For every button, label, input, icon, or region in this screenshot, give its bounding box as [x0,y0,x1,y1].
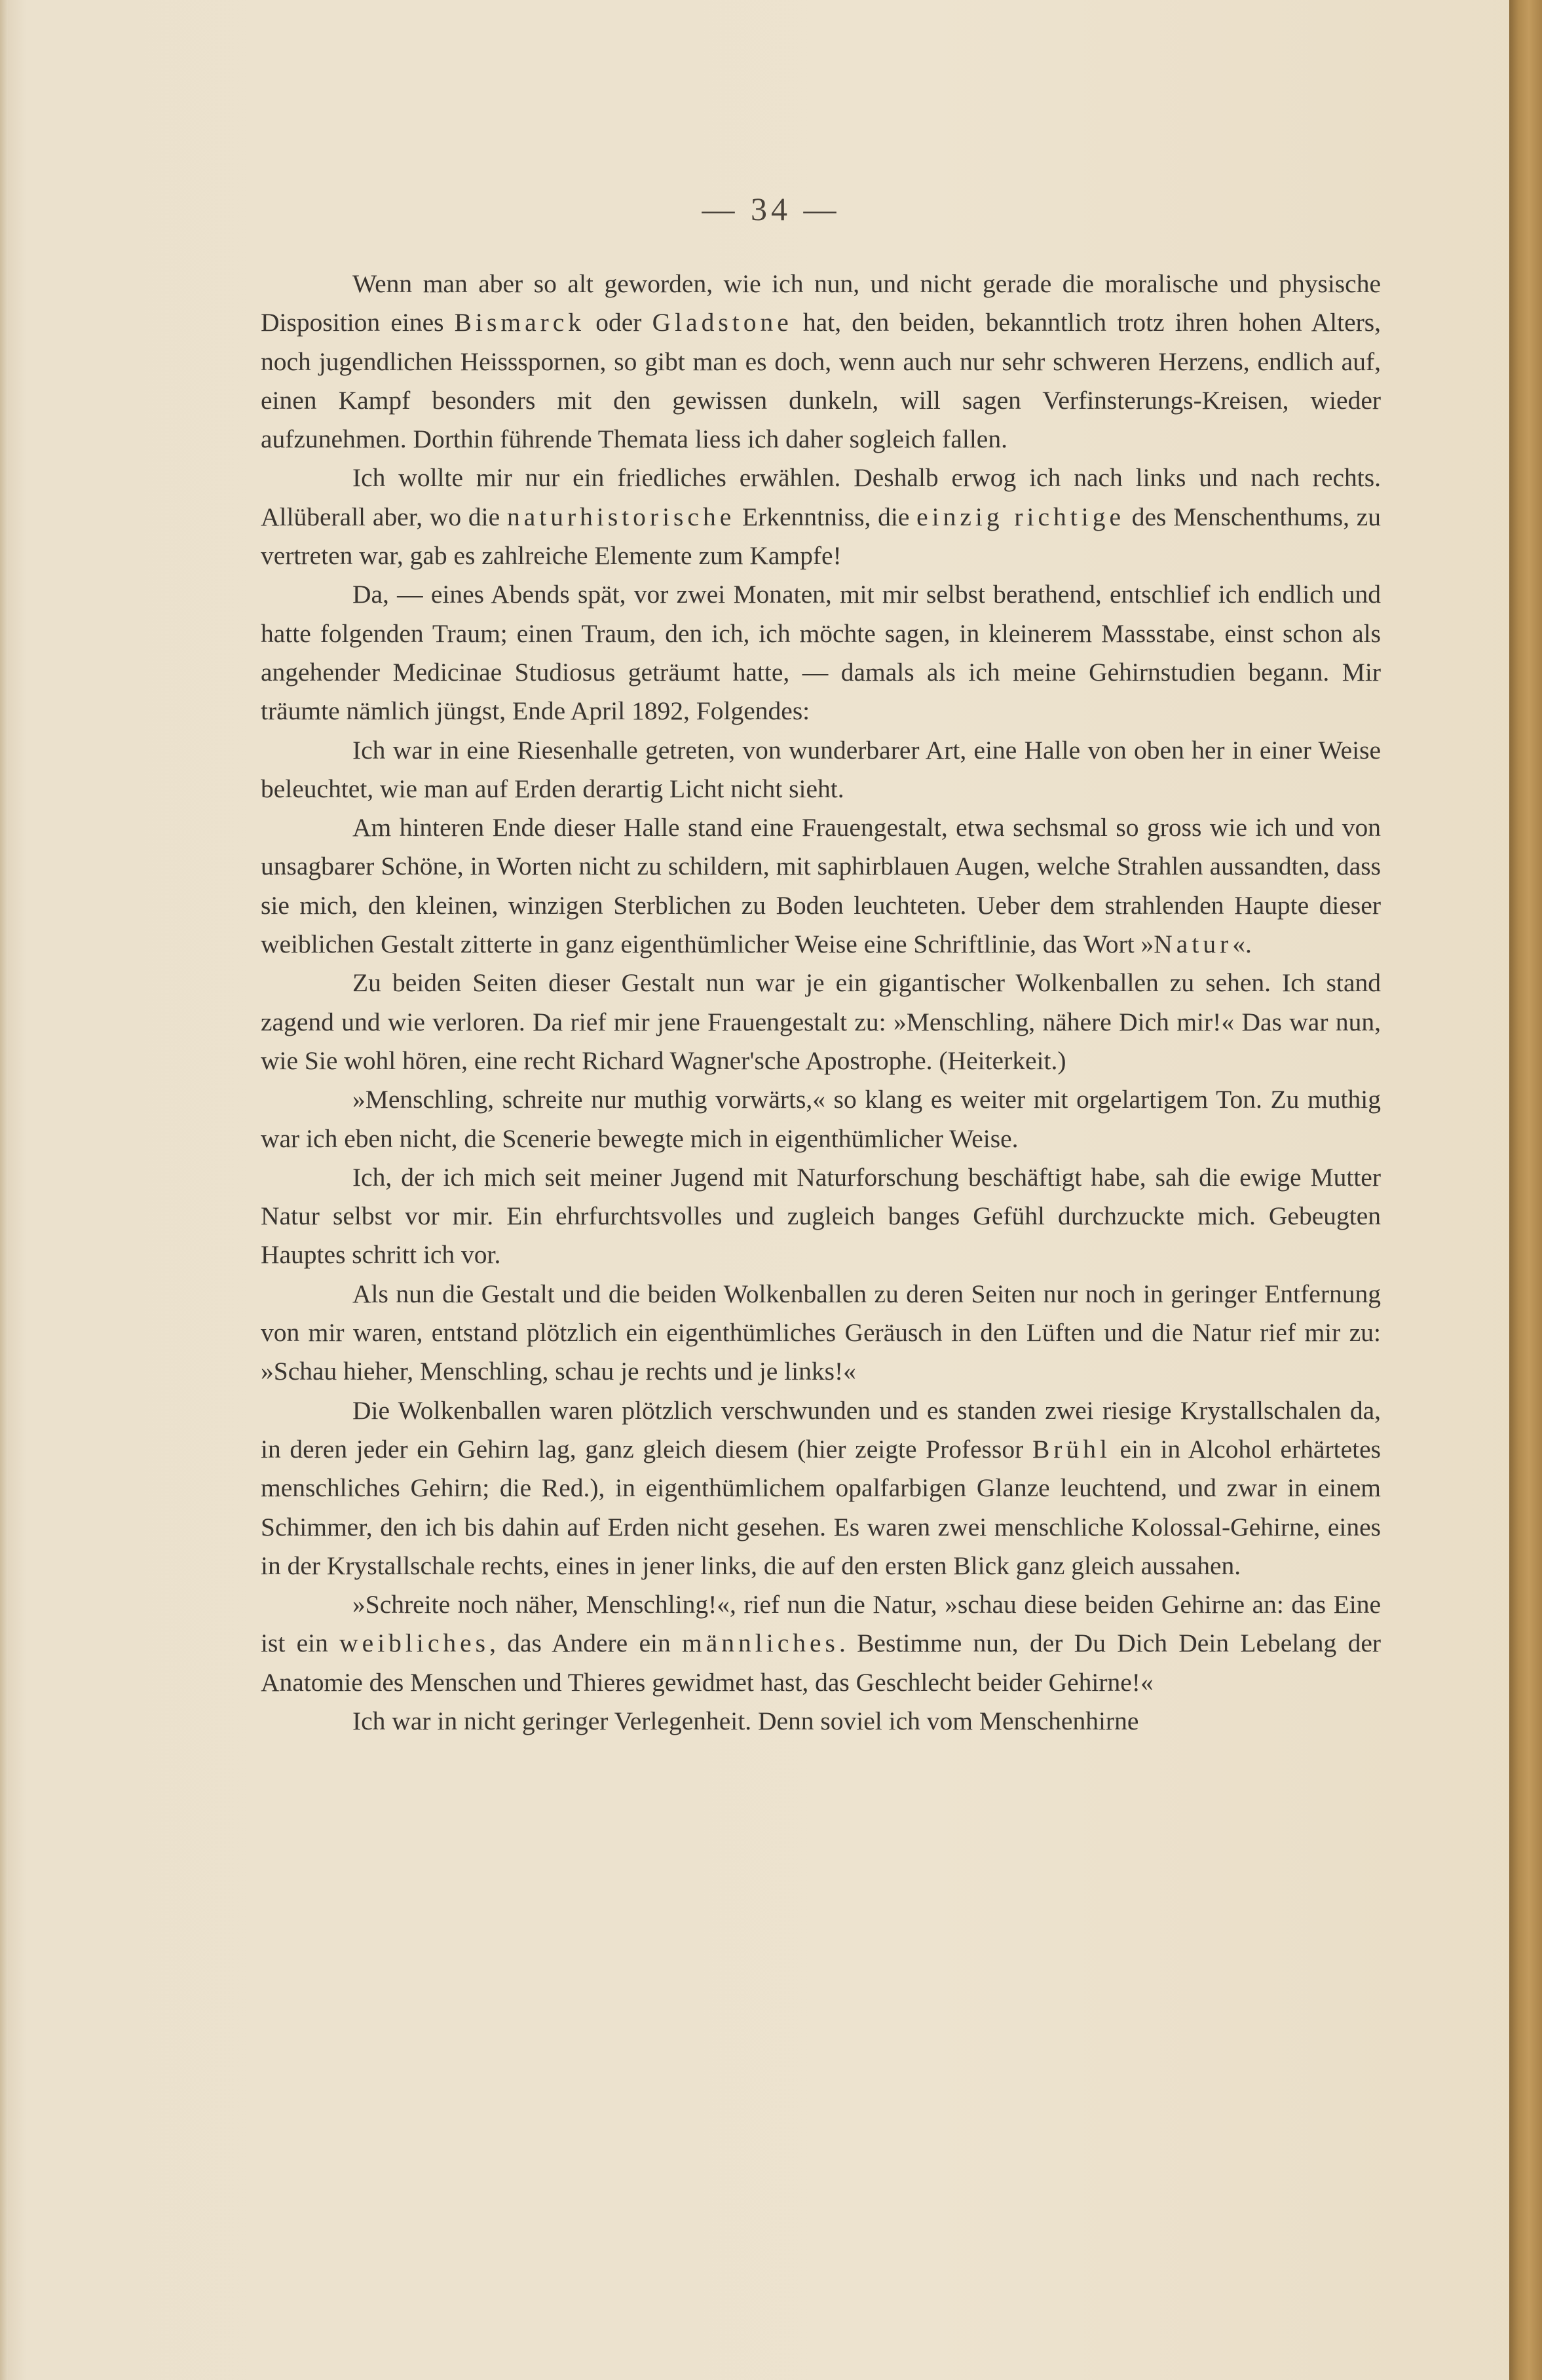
text-run: Da, — eines Abends spät, vor zwei Monaten, mit mir selbst berathend, entschlief ich endlich und hatte folgenden Traum; einen Traum, den ich, ich möchte sagen, in kleinerem Massstabe, einst schon als angehender Medicinae Studiosus geträumt hatte, — damals als ich meine Gehirnstudien begann. Mir träumte nämlich jüngst, Ende April 1892, Folgendes: [261,580,1381,726]
body-text [261,265,1381,1741]
paragraph [261,265,1381,459]
text-run: Die Wolkenballen waren plötzlich verschwunden und es standen zwei riesige Krystallschalen da, in deren jeder ein Gehirn lag, ganz gleich diesem (hier zeigte Professor [261,1395,1381,1464]
text-run: »Menschling, schreite nur muthig vorwärts,« so klang es weiter mit orgelartigem Ton. Zu muthig war ich eben nicht, die Scenerie bewegte mich in eigenthümlicher Weise. [261,1085,1381,1153]
paragraph [261,459,1381,575]
text-run: «. [1232,930,1252,959]
text-run: Ich wollte mir nur ein friedliches erwählen. Deshalb erwog ich nach links und nach rechts. Allüberall aber, wo die [261,463,1381,531]
spaced-emphasis: Gladstone [652,308,793,337]
paragraph [261,1585,1381,1702]
text-run: Wenn man aber so alt geworden, wie ich nun, und nicht gerade die moralische und physische Disposition eines [261,269,1381,337]
text-run: ein in Alcohol erhärtetes menschliches Gehirn; die Red.), in eigenthümlichem opalfarbigen Glanze leuchtend, und zwar in einem Schimmer, den ich bis dahin auf Erden nicht gesehen. Es waren zwei menschliche Kolossal-Gehirne, eines in der Krystallschale rechts, eines in jener links, die auf den ersten Blick ganz gleich aussahen. [261,1434,1381,1580]
page-number: — 34 — [702,191,840,227]
text-run: Ich, der ich mich seit meiner Jugend mit Naturforschung beschäftigt habe, sah die ewige Mutter Natur selbst vor mir. Ein ehrfurchtsvolles und zugleich banges Gefühl durchzuckte mich. Gebeugten Hauptes schritt ich vor. [261,1162,1381,1270]
text-run: Zu beiden Seiten dieser Gestalt nun war je ein gigantischer Wolkenballen zu sehen. Ich stand zagend und wie verloren. Da rief mir jene Frauengestalt zu: »Menschling, nähere Dich mir!« Das war nun, wie Sie wohl hören, eine recht Richard Wagner'sche Apostrophe. (Heiterkeit.) [261,968,1381,1075]
paragraph [261,1080,1381,1158]
text-run: , das Andere ein [489,1629,683,1658]
book-edge [1509,0,1542,2380]
spaced-emphasis: naturhistorische [506,502,736,531]
text-run: Am hinteren Ende dieser Halle stand eine Frauengestalt, etwa sechsmal so gross wie ich und von unsagbarer Schöne, in Worten nicht zu schildern, mit saphirblauen Augen, welche Strahlen aussandten, dass sie mich, den kleinen, winzigen Sterblichen zu Boden leuchteten. Ueber dem strahlenden Haupte dieser weiblichen Gestalt zitterte in ganz eigenthümlicher Weise eine Schriftlinie, das Wort » [261,813,1381,959]
text-run: Ich war in nicht geringer Verlegenheit. Denn soviel ich vom Menschenhirne [352,1706,1139,1735]
paragraph [261,964,1381,1080]
spaced-emphasis: Brühl [1032,1434,1111,1464]
spaced-emphasis: einzig richtige [916,502,1125,531]
paragraph [261,1391,1381,1585]
paragraph [261,731,1381,809]
paragraph [261,575,1381,730]
text-run: oder [585,308,652,337]
text-run: des Menschenthums, zu vertreten war, gab es zahlreiche Elemente zum Kampfe! [261,502,1381,571]
text-run: Ich war in eine Riesenhalle getreten, von wunderbarer Art, eine Halle von oben her in einer Weise beleuchtet, wie man auf Erden derartig Licht nicht sieht. [261,735,1381,803]
spaced-emphasis: Bismarck [454,308,586,337]
spaced-emphasis: Natur [1154,930,1233,959]
paragraph [261,808,1381,964]
paragraph [261,1158,1381,1275]
text-run: . Bestimme nun, der Du Dich Dein Lebelang der Anatomie des Menschen und Thieres gewidmet hast, das Geschlecht beider Gehirne!« [261,1629,1381,1697]
text-run: Erkenntniss, die [735,502,917,531]
spaced-emphasis: männliches [682,1629,839,1658]
text-run: hat, den beiden, bekanntlich trotz ihren hohen Alters, noch jugendlichen Heissspornen, so gibt man es doch, wenn auch nur sehr schweren Herzens, endlich auf, einen Kampf besonders mit den gewissen dunkeln, will sagen Verfinsterungs-Kreisen, wieder aufzunehmen. Dorthin führende Themata liess ich daher sogleich fallen. [261,308,1382,454]
paragraph [261,1275,1381,1391]
page-left-edge [0,0,8,2380]
text-run: »Schreite noch näher, Menschling!«, rief nun die Natur, »schau diese beiden Gehirne an: das Eine ist ein [261,1590,1381,1658]
paragraph [261,1702,1381,1741]
spaced-emphasis: weibliches [339,1629,490,1658]
text-run: Als nun die Gestalt und die beiden Wolkenballen zu deren Seiten nur noch in geringer Entfernung von mir waren, entstand plötzlich ein eigenthümliches Geräusch in den Lüften und die Natur rief mir zu: »Schau hieher, Menschling, schau je rechts und je links!« [261,1279,1381,1386]
